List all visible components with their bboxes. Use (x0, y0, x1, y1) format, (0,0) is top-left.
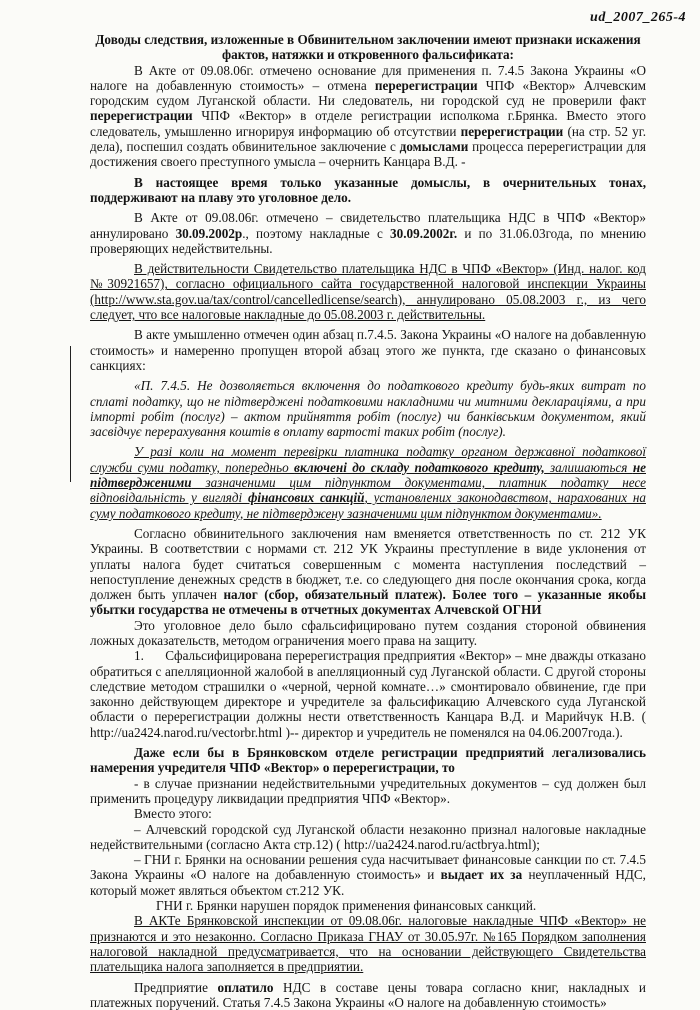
paragraph-10: - в случае признании недействительными учредительных документов – суд должен был применить процедуру ликвидации предприятия ЧПФ «Вектор». (90, 775, 646, 806)
section-heading: Доводы следствия, изложенные в Обвинительном заключении имеют признаки искажения фактов, натяжки и откровенного фальсификата: (95, 32, 641, 63)
paragraph-1: В Акте от 09.08.06г. отмечено основание для применения п. 7.4.5 Закона Украины «О налоге на добавленную стоимость» – отмена перерегистрации ЧПФ «Вектор» Алчевским городским судом Луганской области. Ни следователь, ни городской суд не проверили факт перерегистрации ЧПФ «Вектор» в отделе регистрации исполкома г.Брянка. Вместо этого следователь, умышленно игнорируя информацию об отсутствии перерегистрации (на стр. 52 уг. дела), поспешил создать обвинительное заключение с домыслами процесса перерегистрации для достижения своего преступного умысла – очернить Канцара В.Д. - (90, 62, 646, 170)
document-body (90, 32, 646, 1010)
document-id-handwritten: ud_2007_265-4 (590, 10, 686, 25)
margin-mark (70, 346, 71, 482)
paragraph-15: В АКТе Брянковской инспекции от 09.08.06г. налоговые накладные ЧПФ «Вектор» не признаются и это незаконно. Согласно Приказа ГНАУ от 30.05.97г. №165 Порядком заполнения налоговой накладной предусматривается, что на основании действующего Свидетельства плательщика налога заполняется в предприятии. (90, 913, 646, 975)
paragraph-6: Согласно обвинительного заключения нам вменяется ответственность по ст. 212 УК Украины. В соответствии с нормами ст. 212 УК Украины преступление в виде уклонения от уплаты налога будет считаться совершенным с момента наступления последствий – непоступление денежных средств в бюджет, т.е. со следующего дня после окончания срока, когда должен быть уплачен налог (сбор, обязательный платеж). Более того – указанные якобы убытки государства не отмечены в отчетных документах Алчевской ОГНИ (90, 525, 646, 618)
paragraph-4: В действительности Свидетельство плательщика НДС в ЧПФ «Вектор» (Инд. налог. код №30921657), согласно официального сайта государственной налоговой инспекции Украины (http://www.sta.gov.ua/tax/control/cancelledlicense/search), аннулировано 05.08.2003 г., из чего следует, что все налоговые накладные до 05.08.2003 г. действительны. (90, 261, 646, 323)
paragraph-9: Даже если бы в Брянковском отделе регистрации предприятий легализовались намерения учредителя ЧПФ «Вектор» о перерегистрации, то (90, 745, 646, 776)
paragraph-12: – Алчевский городской суд Луганской области незаконно признал налоговые накладные недействительными (согласно Акта стр.12) ( http://ua2424.narod.ru/actbrya.html); (90, 821, 646, 852)
paragraph-13: – ГНИ г. Брянки на основании решения суда насчитывает финансовые санкции по ст. 7.4.5 Закона Украины «О налоге на добавленную стоимость» и выдает их за неуплаченный НДС, который может являться объектом ст.212 УК. (90, 852, 646, 898)
paragraph-8-numbered: 1. Сфальсифицирована перерегистрация предприятия «Вектор» – мне дважды отказано обратиться с апелляционной жалобой в апелляционный суд Луганской области. С другой стороны следствие методом страшилки о «черной, черной комнате…» смонтировало обвинение, где при законно действующем директоре и учредителе за фальсификацию Алчевского суда Луганской области о перерегистрации должны нести ответственность Канцара В.Д. и Марийчук Н.В. ( http://ua2424.narod.ru/vectorbr.html )-- директор и учредитель не поменялся на 04.06.2007года.). (90, 648, 646, 740)
paragraph-11: Вместо этого: (134, 806, 212, 822)
paragraph-3: В Акте от 09.08.06г. отмечено – свидетельство плательщика НДС в ЧПФ «Вектор» аннулировано 30.09.2002р., поэтому накладные с 30.09.2002г. и по 31.06.03года, по мнению проверяющих недействительны. (90, 210, 646, 256)
quote-paragraph-1: «П. 7.4.5. Не дозволяється включення до податкового кредиту будь-яких витрат по сплаті податку, що не підтверджені податковими накладними чи митними деклараціями, а при імпорті робіт (послуг) – актом прийняття робіт (послуг) чи банківським документом, який засвідчує перерахування коштів в оплату вартості таких робіт (послуг). (90, 378, 646, 440)
paragraph-16: Предприятие оплатило НДС в составе цены товара согласно книг, накладных и платежных поручений. Статья 7.4.5 Закона Украины «О налоге на добавленную стоимость» (90, 979, 646, 1010)
paragraph-2: В настоящее время только указанные домыслы, в очернительных тонах, поддерживают на плаву это уголовное дело. (90, 174, 646, 205)
paragraph-5: В акте умышленно отмечен один абзац п.7.4.5. Закона Украины «О налоге на добавленную стоимость» и намеренно пропущен второй абзац этого же пункта, где сказано о финансовых санкциях: (90, 327, 646, 373)
paragraph-7: Это уголовное дело было сфальсифицировано путем создания стороной обвинения ложных доказательств, методом ограничения моего права на защиту. (90, 617, 646, 648)
paragraph-14: ГНИ г. Брянки нарушен порядок применения финансовых санкций. (156, 898, 537, 914)
quote-paragraph-2: У разі коли на момент перевірки платника податку органом державної податкової служби суми податку, попередньо включені до складу податкового кредиту, залишаються не підтвердженими зазначеними цим підпунктом документами, платник податку несе відповідальність у вигляді фінансових санкцій, установлених законодавством, нарахованих на суму податкового кредиту, не підтверджену зазначеними цим підпунктом документами». (90, 444, 646, 521)
